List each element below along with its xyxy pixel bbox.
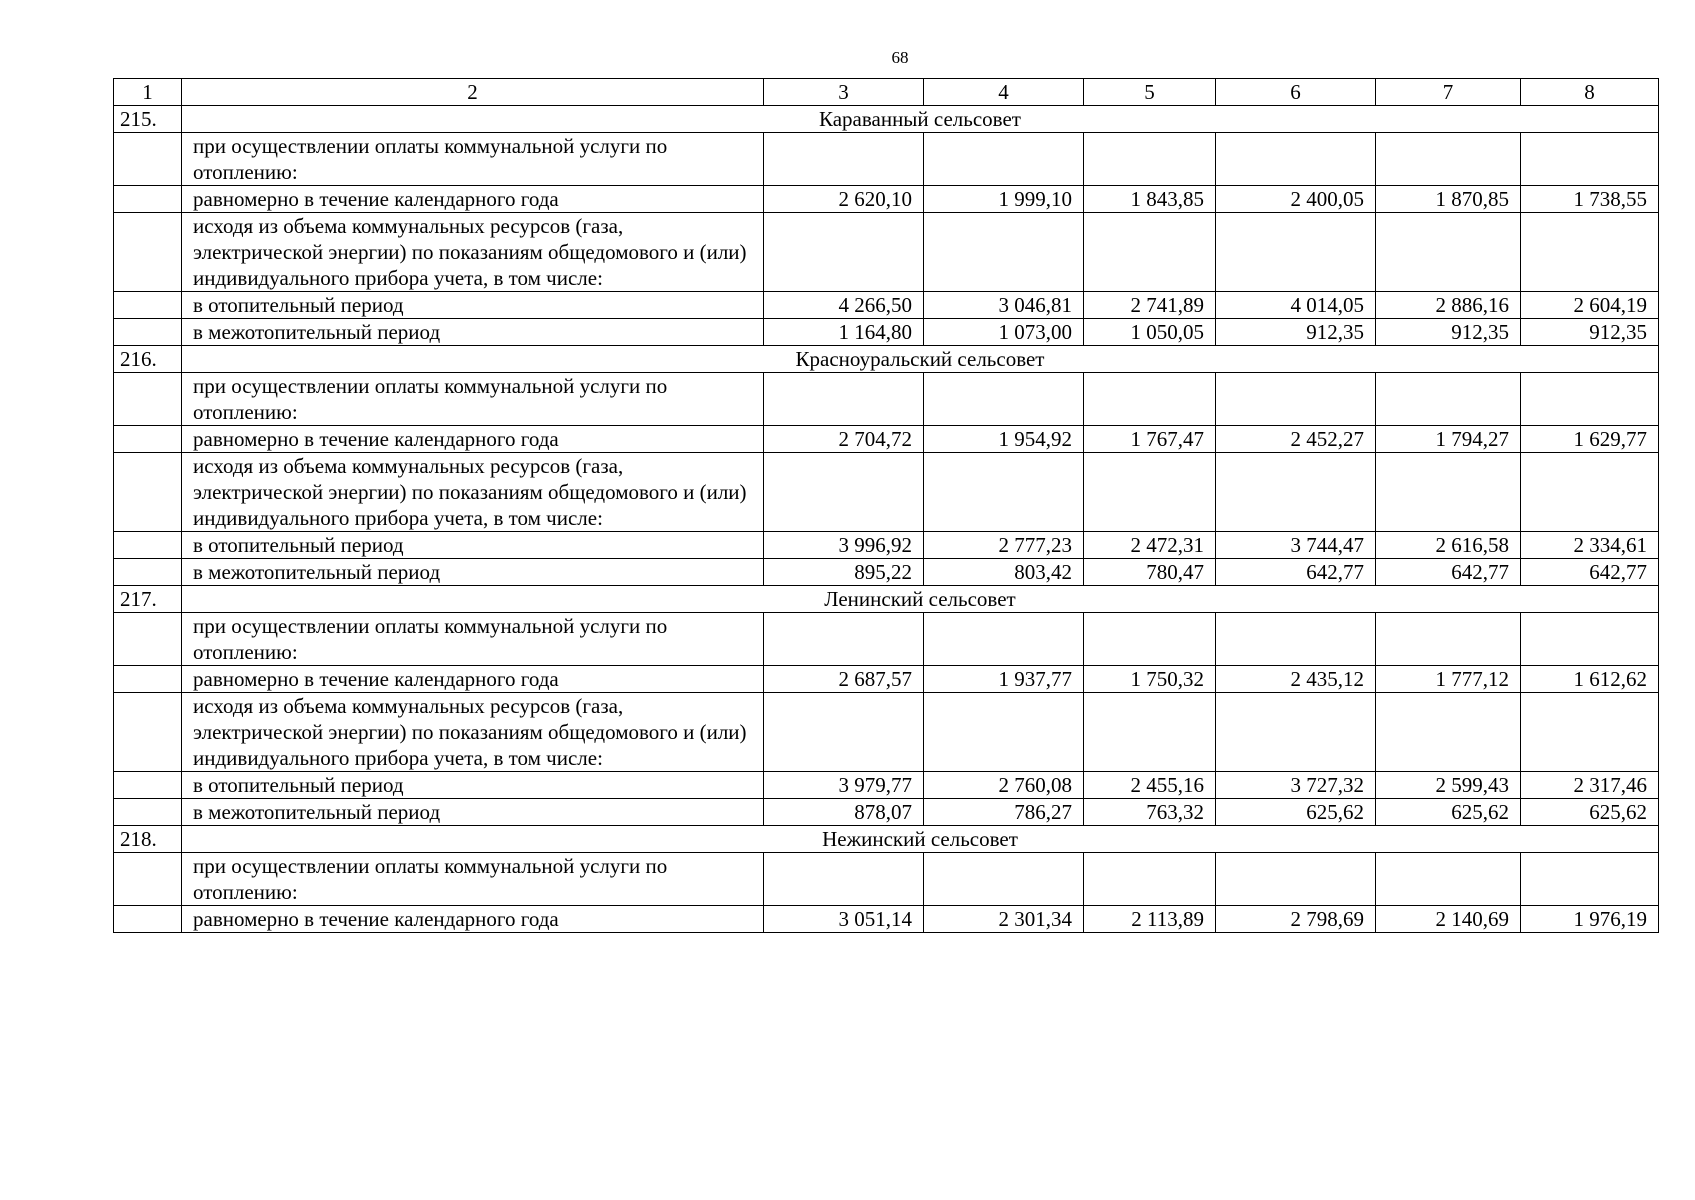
value-cell-col-7 [1376,373,1521,426]
value-cell-col-7: 2 616,58 [1376,532,1521,559]
value-cell-col-8 [1521,133,1659,186]
value-cell-col-8 [1521,373,1659,426]
column-header-cell: 7 [1376,79,1521,106]
value-cell-col-6 [1216,453,1376,532]
value-cell-col-8: 642,77 [1521,559,1659,586]
value-cell-col-5: 763,32 [1084,799,1216,826]
empty-number-cell [114,453,182,532]
empty-number-cell [114,133,182,186]
value-cell-col-7 [1376,133,1521,186]
value-cell-col-5: 1 843,85 [1084,186,1216,213]
value-cell-col-5 [1084,613,1216,666]
value-cell-col-5 [1084,453,1216,532]
value-cell-col-3: 2 704,72 [764,426,924,453]
value-cell-col-4: 803,42 [924,559,1084,586]
value-cell-col-4 [924,213,1084,292]
value-cell-col-7: 1 870,85 [1376,186,1521,213]
section-title: Ленинский сельсовет [182,586,1659,613]
empty-number-cell [114,292,182,319]
empty-number-cell [114,666,182,693]
value-cell-col-5: 1 750,32 [1084,666,1216,693]
row-label: исходя из объема коммунальных ресурсов (газа, электрической энергии) по показаниям общедомового и (или) индивидуального прибора учета, в том числе: [182,453,764,532]
value-cell-col-5 [1084,213,1216,292]
row-label: при осуществлении оплаты коммунальной услуги по отоплению: [182,613,764,666]
value-cell-col-4: 1 073,00 [924,319,1084,346]
value-cell-col-3: 3 051,14 [764,906,924,933]
value-cell-col-5: 2 741,89 [1084,292,1216,319]
value-cell-col-6: 2 452,27 [1216,426,1376,453]
value-cell-col-6: 2 798,69 [1216,906,1376,933]
empty-number-cell [114,772,182,799]
row-label: в отопительный период [182,292,764,319]
value-cell-col-7: 2 599,43 [1376,772,1521,799]
section-header-row [114,586,1659,613]
row-label: в отопительный период [182,532,764,559]
value-cell-col-8 [1521,453,1659,532]
table-row [114,373,1659,426]
value-cell-col-4: 2 301,34 [924,906,1084,933]
column-number-header-row [114,79,1659,106]
value-cell-col-7: 2 886,16 [1376,292,1521,319]
value-cell-col-6: 912,35 [1216,319,1376,346]
table-row [114,853,1659,906]
row-label: исходя из объема коммунальных ресурсов (газа, электрической энергии) по показаниям общедомового и (или) индивидуального прибора учета, в том числе: [182,213,764,292]
row-label: исходя из объема коммунальных ресурсов (газа, электрической энергии) по показаниям общедомового и (или) индивидуального прибора учета, в том числе: [182,693,764,772]
value-cell-col-8: 625,62 [1521,799,1659,826]
section-number: 217. [114,586,182,613]
value-cell-col-7: 1 777,12 [1376,666,1521,693]
value-cell-col-8: 1 738,55 [1521,186,1659,213]
value-cell-col-4: 3 046,81 [924,292,1084,319]
value-cell-col-6 [1216,213,1376,292]
value-cell-col-6 [1216,373,1376,426]
value-cell-col-3 [764,453,924,532]
value-cell-col-3: 3 996,92 [764,532,924,559]
value-cell-col-6: 3 744,47 [1216,532,1376,559]
value-cell-col-4 [924,613,1084,666]
table-row [114,133,1659,186]
value-cell-col-3 [764,613,924,666]
section-header-row [114,826,1659,853]
value-cell-col-5: 1 050,05 [1084,319,1216,346]
value-cell-col-8 [1521,853,1659,906]
value-cell-col-7 [1376,853,1521,906]
value-cell-col-4 [924,453,1084,532]
page-number: 68 [891,48,909,67]
section-header-row [114,346,1659,373]
value-cell-col-6: 642,77 [1216,559,1376,586]
empty-number-cell [114,532,182,559]
value-cell-col-4 [924,133,1084,186]
row-label: равномерно в течение календарного года [182,186,764,213]
value-cell-col-8: 912,35 [1521,319,1659,346]
value-cell-col-8 [1521,693,1659,772]
value-cell-col-3: 895,22 [764,559,924,586]
row-label: равномерно в течение календарного года [182,426,764,453]
row-label: в межотопительный период [182,319,764,346]
empty-number-cell [114,373,182,426]
value-cell-col-8: 2 334,61 [1521,532,1659,559]
table-row [114,453,1659,532]
section-number: 215. [114,106,182,133]
table-row [114,186,1659,213]
value-cell-col-3: 2 620,10 [764,186,924,213]
value-cell-col-3 [764,693,924,772]
value-cell-col-5: 780,47 [1084,559,1216,586]
value-cell-col-5 [1084,133,1216,186]
row-label: равномерно в течение календарного года [182,906,764,933]
column-header-cell: 3 [764,79,924,106]
value-cell-col-7: 1 794,27 [1376,426,1521,453]
section-title: Красноуральский сельсовет [182,346,1659,373]
value-cell-col-6: 2 435,12 [1216,666,1376,693]
value-cell-col-5: 2 113,89 [1084,906,1216,933]
value-cell-col-7 [1376,693,1521,772]
column-header-cell: 4 [924,79,1084,106]
empty-number-cell [114,693,182,772]
table-row [114,319,1659,346]
tariff-table [113,78,1659,933]
empty-number-cell [114,319,182,346]
empty-number-cell [114,213,182,292]
empty-number-cell [114,799,182,826]
table-row [114,532,1659,559]
table-row [114,292,1659,319]
section-header-row [114,106,1659,133]
column-header-cell: 6 [1216,79,1376,106]
value-cell-col-8 [1521,213,1659,292]
value-cell-col-7 [1376,453,1521,532]
value-cell-col-5: 2 455,16 [1084,772,1216,799]
value-cell-col-3 [764,133,924,186]
section-title: Нежинский сельсовет [182,826,1659,853]
value-cell-col-7: 625,62 [1376,799,1521,826]
value-cell-col-5 [1084,693,1216,772]
table-row [114,426,1659,453]
value-cell-col-6: 4 014,05 [1216,292,1376,319]
empty-number-cell [114,613,182,666]
value-cell-col-3: 1 164,80 [764,319,924,346]
row-label: при осуществлении оплаты коммунальной услуги по отоплению: [182,373,764,426]
table-row [114,666,1659,693]
value-cell-col-3 [764,853,924,906]
column-header-cell: 8 [1521,79,1659,106]
value-cell-col-8: 2 604,19 [1521,292,1659,319]
value-cell-col-5 [1084,373,1216,426]
value-cell-col-6 [1216,133,1376,186]
value-cell-col-6: 2 400,05 [1216,186,1376,213]
value-cell-col-6 [1216,613,1376,666]
value-cell-col-8: 1 629,77 [1521,426,1659,453]
value-cell-col-7 [1376,213,1521,292]
row-label: в отопительный период [182,772,764,799]
column-header-cell: 1 [114,79,182,106]
value-cell-col-7: 642,77 [1376,559,1521,586]
value-cell-col-3: 878,07 [764,799,924,826]
value-cell-col-4: 1 937,77 [924,666,1084,693]
value-cell-col-4 [924,693,1084,772]
value-cell-col-5: 1 767,47 [1084,426,1216,453]
section-number: 218. [114,826,182,853]
value-cell-col-7: 912,35 [1376,319,1521,346]
empty-number-cell [114,906,182,933]
value-cell-col-3: 2 687,57 [764,666,924,693]
value-cell-col-6 [1216,693,1376,772]
value-cell-col-8: 1 612,62 [1521,666,1659,693]
value-cell-col-6 [1216,853,1376,906]
value-cell-col-4 [924,853,1084,906]
value-cell-col-4: 1 999,10 [924,186,1084,213]
row-label: в межотопительный период [182,559,764,586]
value-cell-col-3 [764,373,924,426]
value-cell-col-8 [1521,613,1659,666]
row-label: в межотопительный период [182,799,764,826]
row-label: при осуществлении оплаты коммунальной услуги по отоплению: [182,133,764,186]
table-row [114,799,1659,826]
value-cell-col-8: 1 976,19 [1521,906,1659,933]
table-row [114,559,1659,586]
value-cell-col-4: 2 777,23 [924,532,1084,559]
value-cell-col-6: 625,62 [1216,799,1376,826]
section-number: 216. [114,346,182,373]
row-label: равномерно в течение календарного года [182,666,764,693]
value-cell-col-4: 2 760,08 [924,772,1084,799]
table-row [114,906,1659,933]
value-cell-col-7: 2 140,69 [1376,906,1521,933]
table-row [114,613,1659,666]
value-cell-col-4: 786,27 [924,799,1084,826]
value-cell-col-4: 1 954,92 [924,426,1084,453]
value-cell-col-6: 3 727,32 [1216,772,1376,799]
value-cell-col-4 [924,373,1084,426]
table-row [114,772,1659,799]
empty-number-cell [114,559,182,586]
value-cell-col-7 [1376,613,1521,666]
value-cell-col-5 [1084,853,1216,906]
value-cell-col-3: 3 979,77 [764,772,924,799]
column-header-cell: 2 [182,79,764,106]
empty-number-cell [114,426,182,453]
column-header-cell: 5 [1084,79,1216,106]
empty-number-cell [114,853,182,906]
value-cell-col-5: 2 472,31 [1084,532,1216,559]
row-label: при осуществлении оплаты коммунальной услуги по отоплению: [182,853,764,906]
table-row [114,693,1659,772]
table-row [114,213,1659,292]
value-cell-col-3: 4 266,50 [764,292,924,319]
empty-number-cell [114,186,182,213]
value-cell-col-3 [764,213,924,292]
value-cell-col-8: 2 317,46 [1521,772,1659,799]
section-title: Караванный сельсовет [182,106,1659,133]
